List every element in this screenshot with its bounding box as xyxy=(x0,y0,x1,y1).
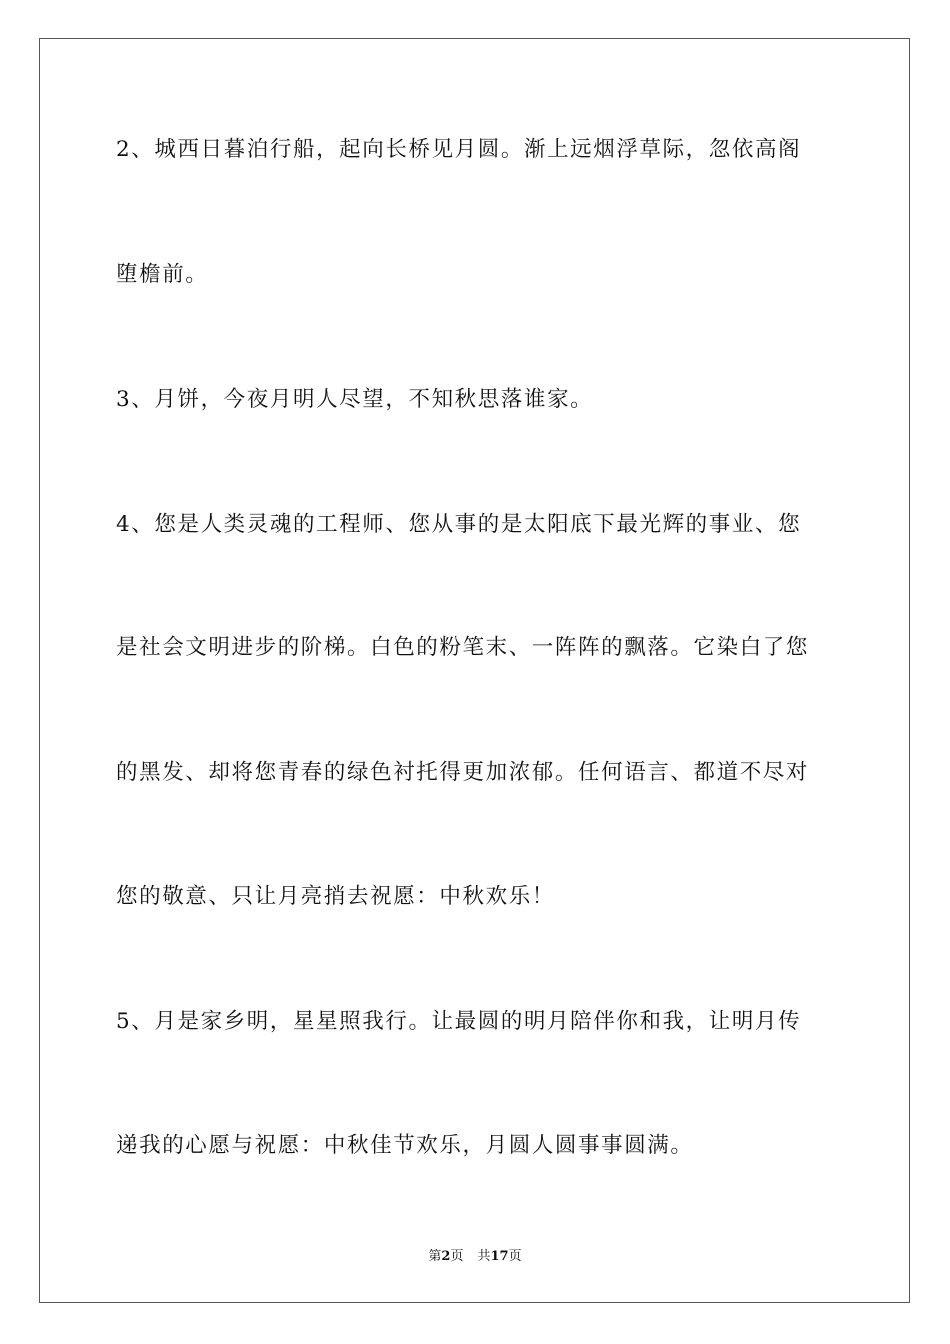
total-suffix: 页 xyxy=(508,1249,522,1264)
text-line-7: 您的敬意、只让月亮捎去祝愿：中秋欢乐！ xyxy=(116,884,555,909)
text-line-6: 的黑发、却将您青春的绿色衬托得更加浓郁。任何语言、都道不尽对 xyxy=(116,760,810,785)
text-line-2: 堕檐前。 xyxy=(116,262,209,287)
text-line-3: 3、月饼，今夜月明人尽望，不知秋思落谁家。 xyxy=(116,387,594,412)
page-footer xyxy=(0,1248,950,1266)
text-line-1: 2、城西日暮泊行船，起向长桥见月圆。渐上远烟浮草际，忽依高阁 xyxy=(116,137,802,162)
page-prefix: 第 xyxy=(428,1249,442,1264)
page-frame xyxy=(39,38,910,1303)
text-line-9: 递我的心愿与祝愿：中秋佳节欢乐，月圆人圆事事圆满。 xyxy=(116,1133,694,1158)
page-number: 2 xyxy=(441,1249,451,1264)
page-suffix: 页 xyxy=(450,1249,464,1264)
text-line-5: 是社会文明进步的阶梯。白色的粉笔末、一阵阵的飘落。它染白了您 xyxy=(116,635,810,660)
text-line-8: 5、月是家乡明，星星照我行。让最圆的明月陪伴你和我，让明月传 xyxy=(116,1009,802,1034)
total-prefix: 共 xyxy=(477,1249,491,1264)
text-line-4: 4、您是人类灵魂的工程师、您从事的是太阳底下最光辉的事业、您 xyxy=(116,512,802,537)
total-pages: 17 xyxy=(490,1249,509,1264)
